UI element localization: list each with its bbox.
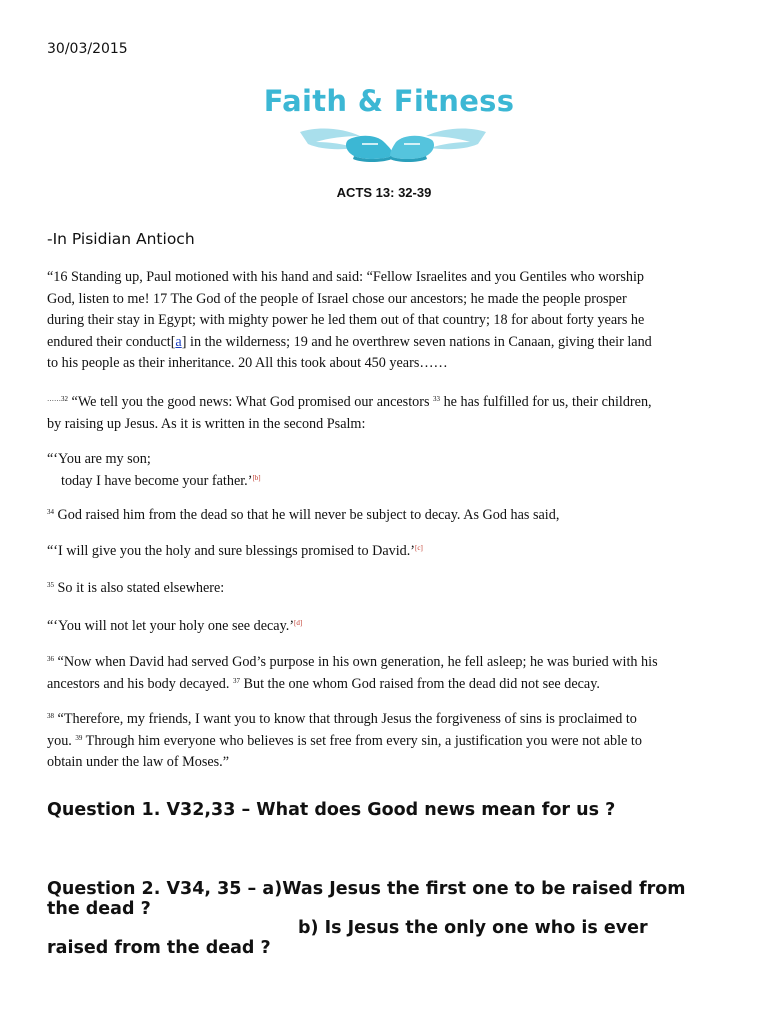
passage-paragraph-6 [47, 578, 727, 600]
passage-line: $^{34}$ God raised him from the dead so that he will never be subject to decay. As God has said, [47, 507, 560, 523]
footnote-marker-b[interactable]: [b] [252, 473, 261, 482]
question-2-part-b-cont: raised from the dead ? [47, 938, 271, 958]
passage-line: to his people as their inheritance. 20 All this took about 450 years…… [47, 355, 448, 371]
question-2-part-a-cont: the dead ? [47, 899, 151, 919]
verse-number: 35 [47, 581, 54, 589]
passage-paragraph-5 [47, 541, 727, 563]
document-date: 30/03/2015 [47, 41, 128, 57]
passage-line: endured their conduct[a] in the wilderness; 19 and he overthrew seven nations in Canaan, giving their land [47, 333, 652, 350]
passage-line: “‘I will give you the holy and sure blessings promised to David.’[c] [47, 543, 423, 559]
question-2-part-a: Question 2. V34, 35 – a)Was Jesus the first one to be raised from [47, 879, 686, 899]
question-1: Question 1. V32,33 – What does Good news mean for us ? [47, 800, 616, 820]
verse-number: 36 [47, 655, 54, 663]
verse-number: 34 [47, 508, 54, 516]
logo-title: Faith & Fitness [263, 84, 515, 118]
passage-line: “‘You will not let your holy one see decay.’[d] [47, 618, 303, 634]
verse-number: 39 [75, 733, 83, 742]
passage-line: by raising up Jesus. As it is written in the second Psalm: [47, 415, 366, 432]
location-subheading: -In Pisidian Antioch [47, 230, 195, 248]
passage-paragraph-8 [47, 652, 727, 695]
passage-line: ancestors and his body decayed. $^{37}$ But the one whom God raised from the dead did not see decay. [47, 675, 600, 692]
verse-number: 38 [47, 712, 54, 720]
passage-line: $^{35}$ So it is also stated elsewhere: [47, 580, 225, 596]
passage-line: “‘You are my son; [47, 451, 151, 467]
passage-line: $^{\dots\dots 32}$ “We tell you the good news: What God promised our ancestors $^{33}$ he has fulfilled for us, their children, [47, 394, 652, 410]
ellipsis-marker: …… [47, 395, 61, 403]
verse-number: 37 [232, 676, 240, 685]
footnote-marker-d[interactable]: [d] [294, 619, 303, 627]
footnote-marker-c[interactable]: [c] [415, 544, 423, 552]
psalm-quote [47, 449, 727, 492]
passage-line: during their stay in Egypt; with mighty power he led them out of that country; 18 for about forty years he [47, 312, 645, 328]
passage-paragraph-7 [47, 616, 727, 638]
passage-paragraph-9 [47, 709, 727, 774]
passage-paragraph-4 [47, 505, 727, 527]
verse-number: 33 [433, 395, 441, 403]
scripture-reference: ACTS 13: 32-39 [336, 185, 432, 200]
passage-line: “16 Standing up, Paul motioned with his hand and said: “Fellow Israelites and you Gentiles who worship [47, 269, 644, 285]
winged-shoes-icon [298, 122, 488, 164]
question-2-part-b: b) Is Jesus the only one who is ever [298, 918, 648, 938]
passage-line: God, listen to me! 17 The God of the people of Israel chose our ancestors; he made the people prosper [47, 290, 627, 307]
passage-line: you. $^{39}$ Through him everyone who believes is set free from every sin, a justification you were not able to [47, 732, 642, 749]
passage-line: $^{38}$ “Therefore, my friends, I want you to know that through Jesus the forgiveness of sins is proclaimed to [47, 711, 637, 727]
passage-line: $^{36}$ “Now when David had served God’s purpose in his own generation, he fell asleep; he was buried with his [47, 654, 658, 670]
footnote-link-a[interactable]: a [175, 333, 182, 350]
verse-number: 32 [61, 395, 68, 403]
passage-line: today I have become your father.’[b] [61, 472, 261, 489]
passage-paragraph-2 [47, 392, 727, 435]
passage-paragraph-1 [47, 267, 727, 375]
passage-line: obtain under the law of Moses.” [47, 754, 230, 770]
faith-fitness-logo [258, 84, 520, 164]
